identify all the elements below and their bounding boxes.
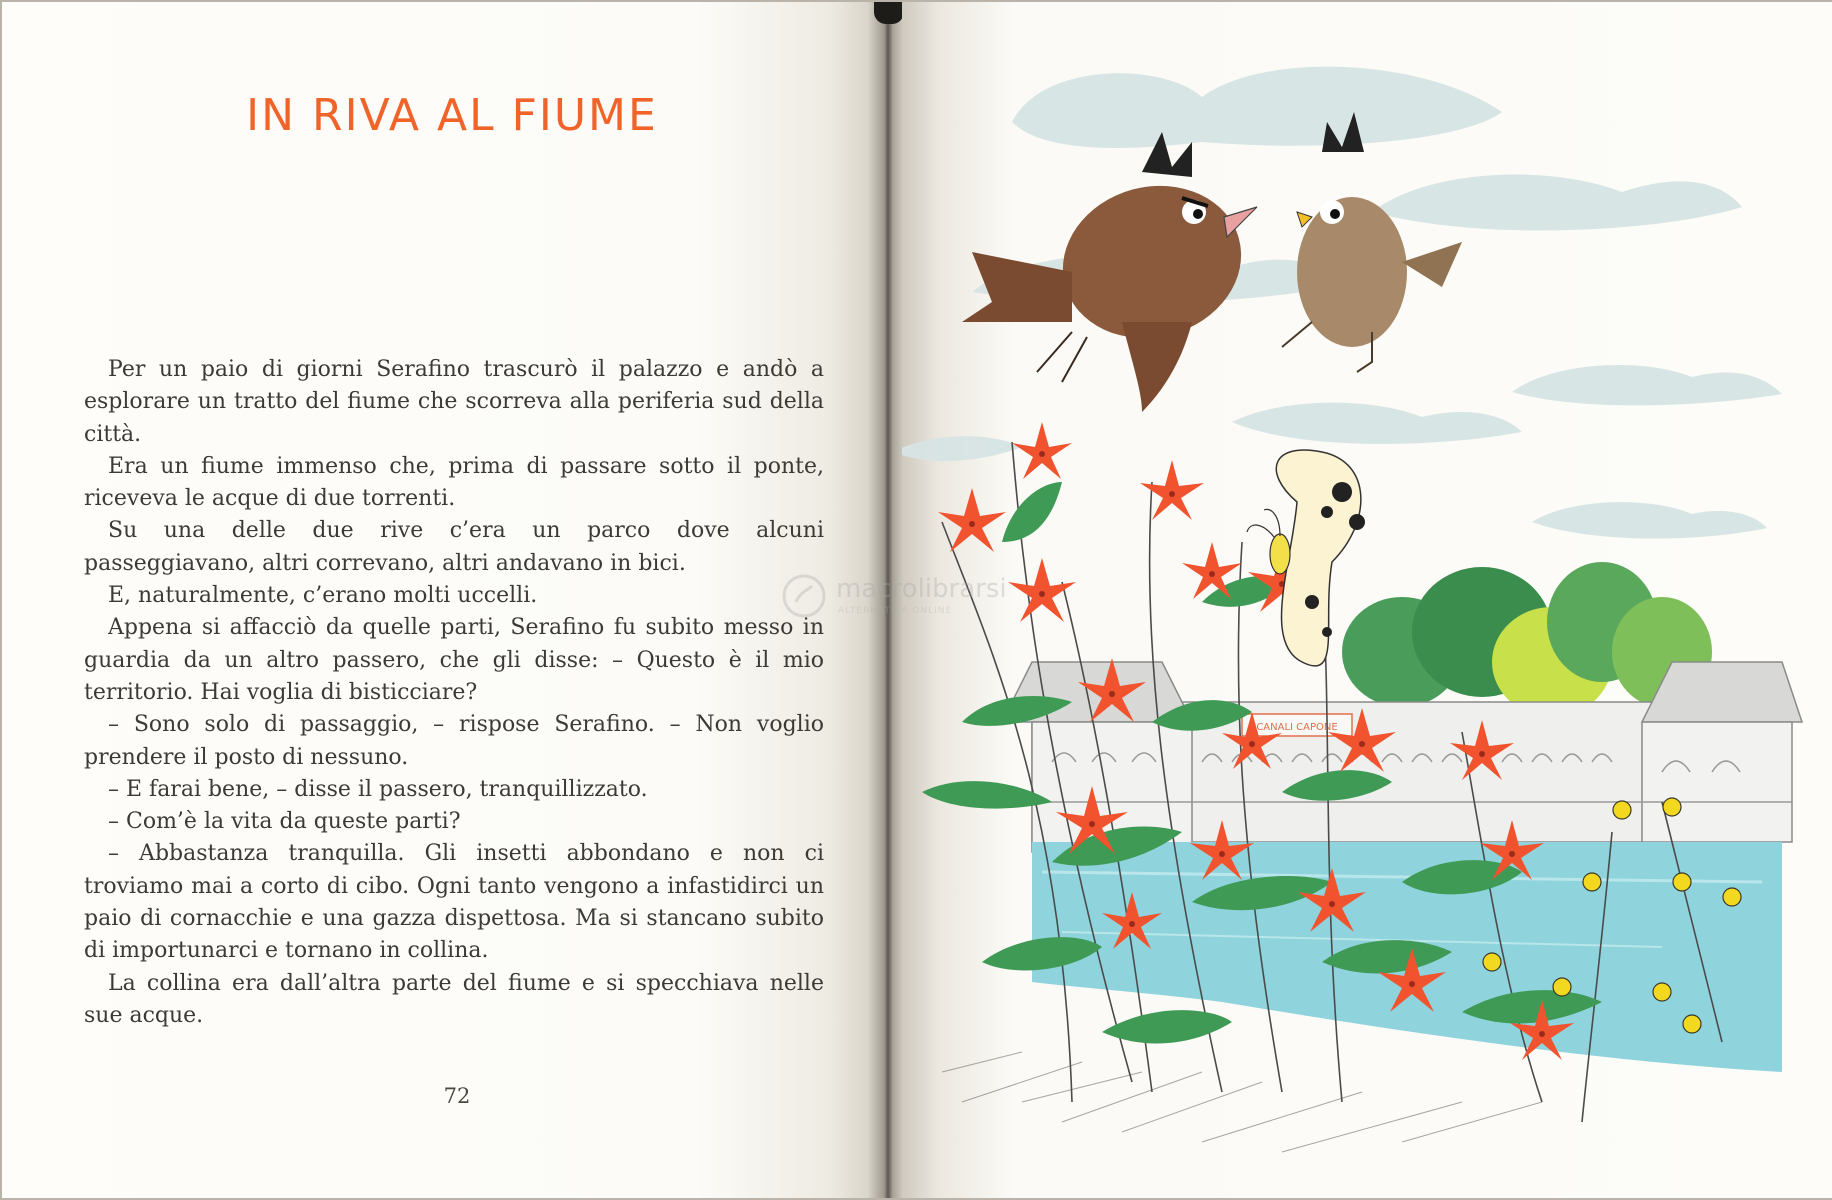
left-page: [2, 2, 872, 1198]
paragraph: – Abbastanza tranquilla. Gli insetti abbondano e non ci troviamo mai a corto di cibo. Ogni tanto vengono a infastidirci un paio di cornacchie e una gazza dispettosa. Ma si stancano subito di importunarci e tornano in collina.: [84, 841, 824, 964]
paragraph: La collina era dall’altra parte del fiume e si specchiava nelle sue acque.: [84, 970, 824, 1028]
paragraph: E, naturalmente, c’erano molti uccelli.: [108, 583, 538, 609]
chapter-body: [84, 354, 824, 1032]
angry-bird-left: [962, 132, 1258, 412]
watermark-logo-icon: [780, 572, 828, 620]
building-sign: CANALI CAPONE: [1256, 722, 1338, 733]
paragraph: Per un paio di giorni Serafino trascurò il palazzo e andò a esplorare un tratto del fiume che scorreva alla periferia sud della città.: [84, 357, 824, 447]
paragraph: Appena si affacciò da quelle parti, Serafino fu subito messo in guardia da un altro passero, che gli disse: – Questo è il mio territorio. Hai voglia di bisticciare?: [84, 615, 824, 705]
paragraph: Era un fiume immenso che, prima di passare sotto il ponte, riceveva le acque di due torrenti.: [84, 453, 824, 512]
watermark-text: macrolibrarsi: [836, 574, 1007, 604]
watermark: [780, 568, 1020, 624]
grass: [942, 1052, 1542, 1152]
right-page: [902, 2, 1832, 1198]
watermark-subtext: ALTERNATIVA ONLINE: [838, 606, 953, 616]
spine-gap: [874, 2, 904, 24]
startled-bird-right: [1282, 112, 1462, 372]
page-number: 72: [443, 1084, 471, 1108]
paragraph: – E farai bene, – disse il passero, tranquillizzato.: [108, 776, 648, 802]
paragraph: – Sono solo di passaggio, – rispose Serafino. – Non voglio prendere il posto di nessuno.: [84, 712, 824, 770]
chapter-title: IN RIVA AL FIUME: [246, 90, 658, 141]
paragraph: – Com’è la vita da queste parti?: [108, 809, 461, 835]
paragraph: Su una delle due rive c’era un parco dove alcuni passeggiavano, altri correvano, altri andavano in bici.: [84, 518, 824, 576]
river-illustration: [902, 2, 1832, 1198]
